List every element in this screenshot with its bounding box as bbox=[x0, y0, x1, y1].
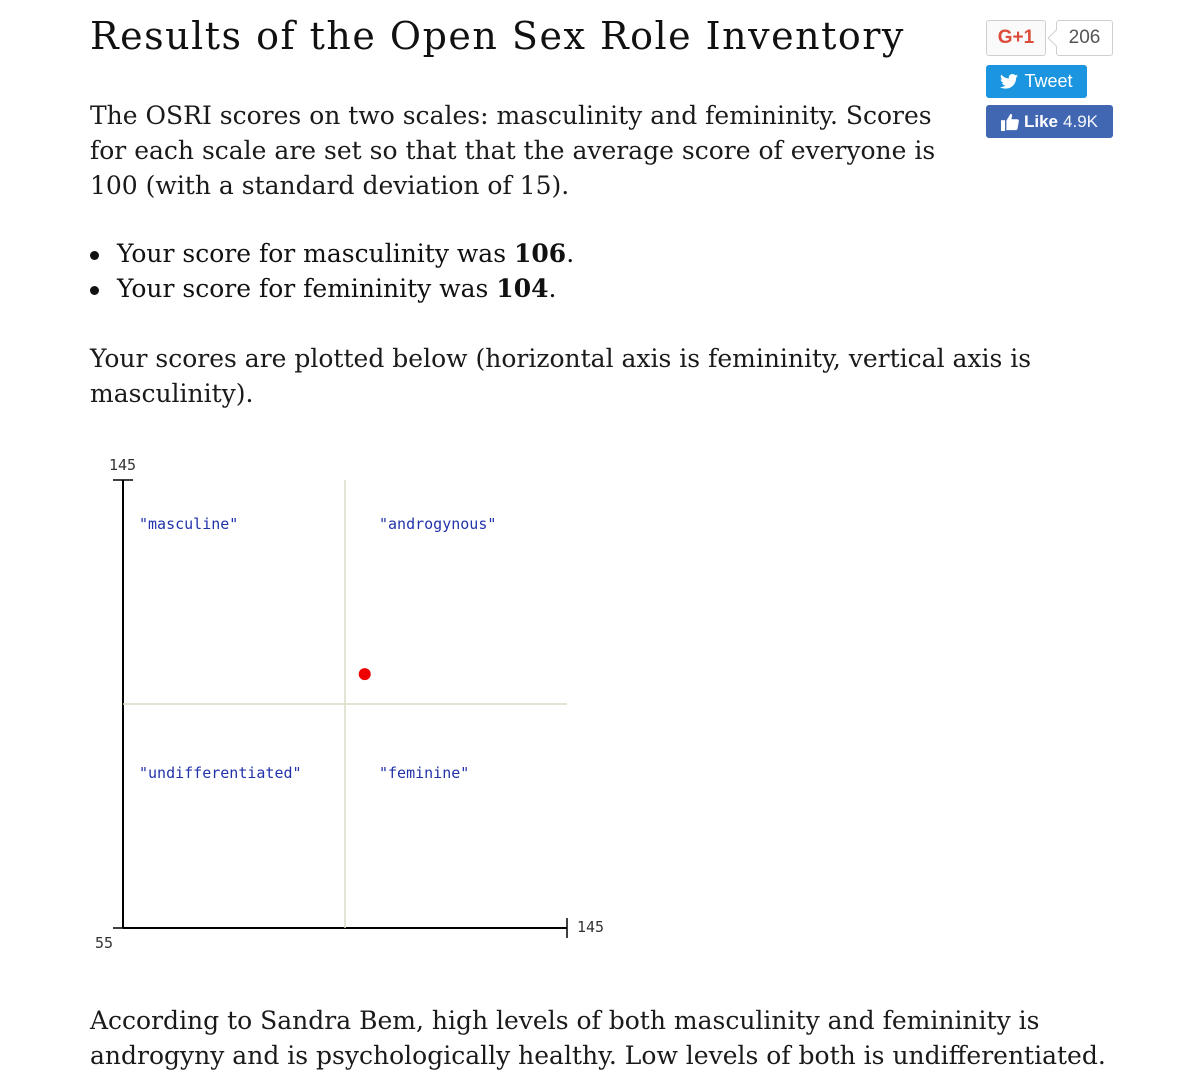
femininity-score: 104 bbox=[496, 274, 549, 303]
sex-role-chart bbox=[85, 440, 625, 960]
masculinity-score: 106 bbox=[514, 239, 567, 268]
score-list bbox=[90, 236, 574, 306]
twitter-bird-icon bbox=[1000, 74, 1018, 89]
y-axis-max-label: 145 bbox=[109, 456, 137, 474]
intro-paragraph: The OSRI scores on two scales: masculinity and femininity. Scores for each scale are set so that that the average score of everyone is 100 (with a standard deviation of 15). bbox=[90, 101, 936, 200]
origin-label: 55 bbox=[95, 934, 114, 952]
like-count: 4.9K bbox=[1063, 111, 1098, 131]
quadrant-label-undifferentiated: "undifferentiated" bbox=[139, 764, 302, 782]
x-axis-max-label: 145 bbox=[577, 918, 605, 936]
score-item-femininity: Your score for femininity was 104. bbox=[90, 271, 574, 306]
tweet-label: Tweet bbox=[1024, 71, 1073, 91]
google-plus-count bbox=[1056, 20, 1113, 56]
page-title: Results of the Open Sex Role Inventory bbox=[90, 14, 905, 58]
score-points bbox=[359, 668, 371, 680]
facebook-like-button[interactable] bbox=[986, 105, 1113, 138]
bem-note-paragraph: According to Sandra Bem, high levels of both masculinity and femininity is androgyny and is psychologically healthy. Low levels of both is undifferentiated. bbox=[90, 1006, 1106, 1070]
plot-caption: Your scores are plotted below (horizontal axis is femininity, vertical axis is masculinity). bbox=[90, 344, 1032, 408]
thumbs-up-icon bbox=[1001, 113, 1019, 131]
google-plus-count-value: 206 bbox=[1068, 27, 1101, 48]
like-label: Like bbox=[1023, 111, 1059, 131]
quadrant-label-masculine: "masculine" bbox=[139, 515, 239, 533]
tweet-button[interactable] bbox=[986, 65, 1087, 98]
score-point-0 bbox=[359, 668, 371, 680]
quadrant-label-androgynous: "androgynous" bbox=[379, 515, 497, 533]
quadrant-label-feminine: "feminine" bbox=[379, 764, 470, 782]
score-item-masculinity: Your score for masculinity was 106. bbox=[90, 236, 574, 271]
google-plus-button[interactable]: G+1 bbox=[986, 20, 1046, 56]
